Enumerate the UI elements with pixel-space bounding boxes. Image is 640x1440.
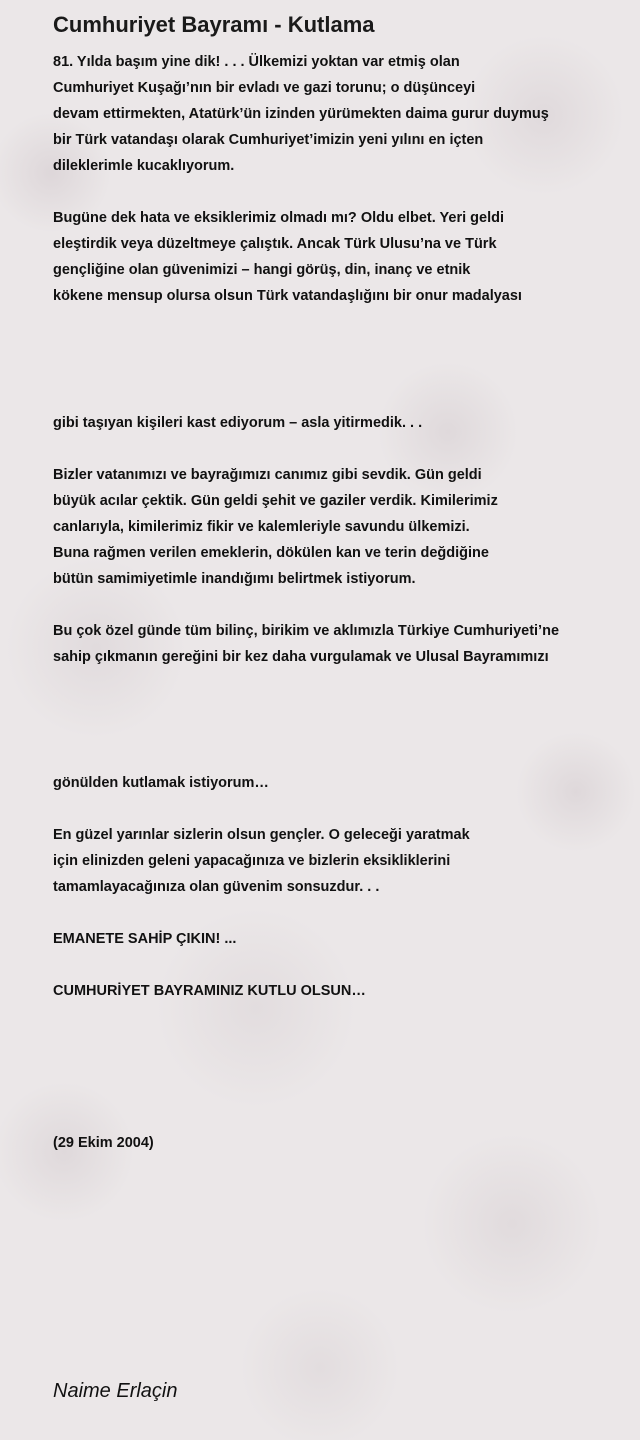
poem-line: Cumhuriyet Kuşağı’nın bir evladı ve gazi torunu; o düşünceyi (53, 80, 476, 96)
poem-line: için elinizden geleni yapacağınıza ve bizlerin eksikliklerini (53, 853, 451, 869)
poem-line: Bu çok özel günde tüm bilinç, birikim ve aklımızla Türkiye Cumhuriyeti’ne (53, 623, 560, 639)
poem-line: Buna rağmen verilen emeklerin, dökülen kan ve terin değdiğine (53, 545, 489, 561)
poem-line: gibi taşıyan kişileri kast ediyorum – asla yitirmedik. . . (53, 415, 423, 431)
poem-line: bütün samimiyetimle inandığımı belirtmek istiyorum. (53, 571, 416, 587)
poem-line: Bugüne dek hata ve eksiklerimiz olmadı mı? Oldu elbet. Yeri geldi (53, 210, 504, 226)
poem-line: Bizler vatanımızı ve bayrağımızı canımız gibi sevdik. Gün geldi (53, 467, 482, 483)
poem-line: devam ettirmekten, Atatürk’ün izinden yürümekten daima gurur duymuş (53, 106, 549, 122)
poem-line: tamamlayacağınıza olan güvenim sonsuzdur. . . (53, 879, 380, 895)
poem-line: EMANETE SAHİP ÇIKIN! ... (53, 931, 237, 947)
poem-line: canlarıyla, kimilerimiz fikir ve kalemleriyle savundu ülkemizi. (53, 519, 470, 535)
poem-line: büyük acılar çektik. Gün geldi şehit ve gaziler verdik. Kimilerimiz (53, 493, 498, 509)
poem-author: Naime Erlaçin (53, 1380, 178, 1402)
poem-line: kökene mensup olursa olsun Türk vatandaşlığını bir onur madalyası (53, 288, 522, 304)
poem-line: 81. Yılda başım yine dik! . . . Ülkemizi yoktan var etmiş olan (53, 54, 460, 70)
poem-line: En güzel yarınlar sizlerin olsun gençler. O geleceği yaratmak (53, 827, 470, 843)
poem-line: sahip çıkmanın gereğini bir kez daha vurgulamak ve Ulusal Bayramımızı (53, 649, 549, 665)
poem-line: gönülden kutlamak istiyorum… (53, 775, 269, 791)
poem-line: dileklerimle kucaklıyorum. (53, 158, 235, 174)
poem-title: Cumhuriyet Bayramı - Kutlama (53, 12, 375, 37)
poem-line: gençliğine olan güvenimizi – hangi görüş, din, inanç ve etnik (53, 262, 471, 278)
poem-line: eleştirdik veya düzeltmeye çalıştık. Ancak Türk Ulusu’na ve Türk (53, 236, 497, 252)
poem-date: (29 Ekim 2004) (53, 1135, 154, 1151)
poem-line: bir Türk vatandaşı olarak Cumhuriyet’imizin yeni yılını en içten (53, 132, 484, 148)
poem-line: CUMHURİYET BAYRAMINIZ KUTLU OLSUN… (53, 983, 366, 999)
